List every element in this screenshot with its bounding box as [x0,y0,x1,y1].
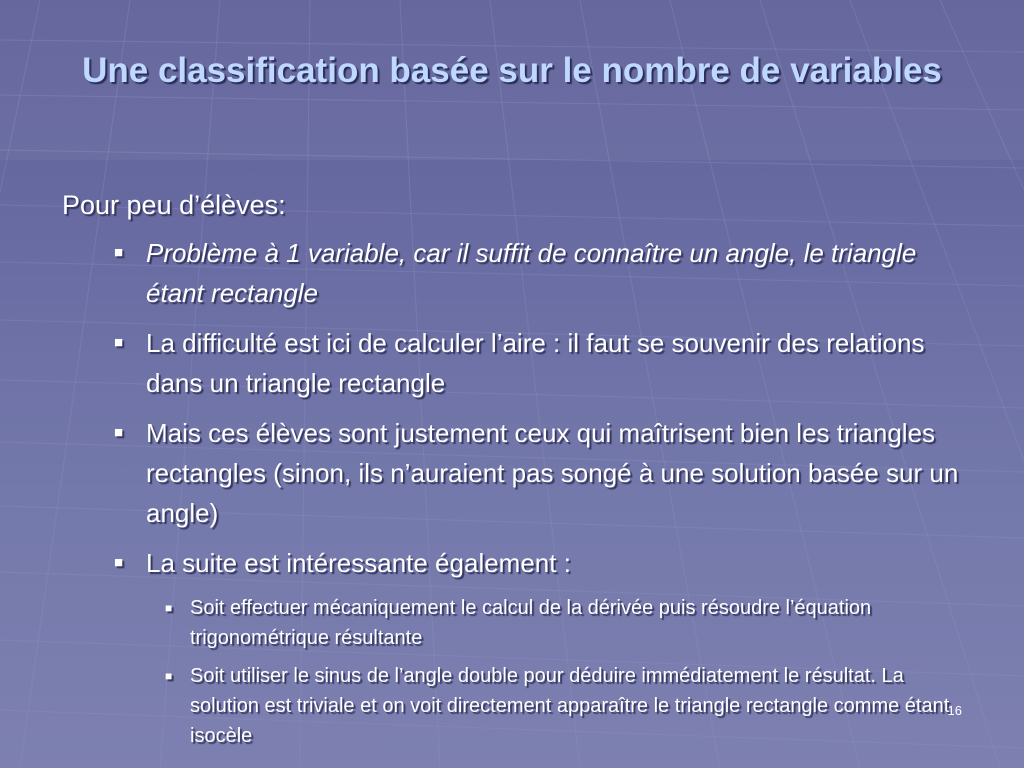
square-bullet-icon: ■ [114,244,124,261]
bullet-item [62,323,962,403]
intro-text: Pour peu d’élèves: [62,190,286,220]
sub-bullet-text: Soit effectuer mécaniquement le calcul de la dérivée puis résoudre l’équation trigonométrique résultante [190,597,872,649]
page-number: 16 [947,703,962,718]
sub-bullet-item [62,661,962,751]
square-bullet-icon: ■ [114,334,124,351]
bullet-item [62,543,962,583]
square-bullet-icon: ■ [114,424,124,441]
bullet-text: Problème à 1 variable, car il suffit de connaître un angle, le triangle étant rectangle [146,238,917,308]
slide-body [62,187,962,759]
bullet-item [62,413,962,533]
square-bullet-icon: ■ [165,669,173,683]
bullet-text: La suite est intéressante également : [146,548,571,578]
square-bullet-icon: ■ [114,554,124,571]
sub-bullet-text: Soit utiliser le sinus de l’angle double pour déduire immédiatement le résultat. La solution est triviale et on voit directement apparaître le triangle rectangle comme étant isocèle [190,665,950,747]
square-bullet-icon: ■ [165,601,173,615]
bullet-text: La difficulté est ici de calculer l’aire : il faut se souvenir des relations dans un triangle rectangle [146,328,925,398]
bullet-item [62,233,962,313]
bullet-text: Mais ces élèves sont justement ceux qui maîtrisent bien les triangles rectangles (sinon, ils n’auraient pas songé à une solution basée sur un angle) [146,418,959,528]
slide-title: Une classification basée sur le nombre de variables [82,51,942,90]
sub-bullet-item [62,593,962,653]
